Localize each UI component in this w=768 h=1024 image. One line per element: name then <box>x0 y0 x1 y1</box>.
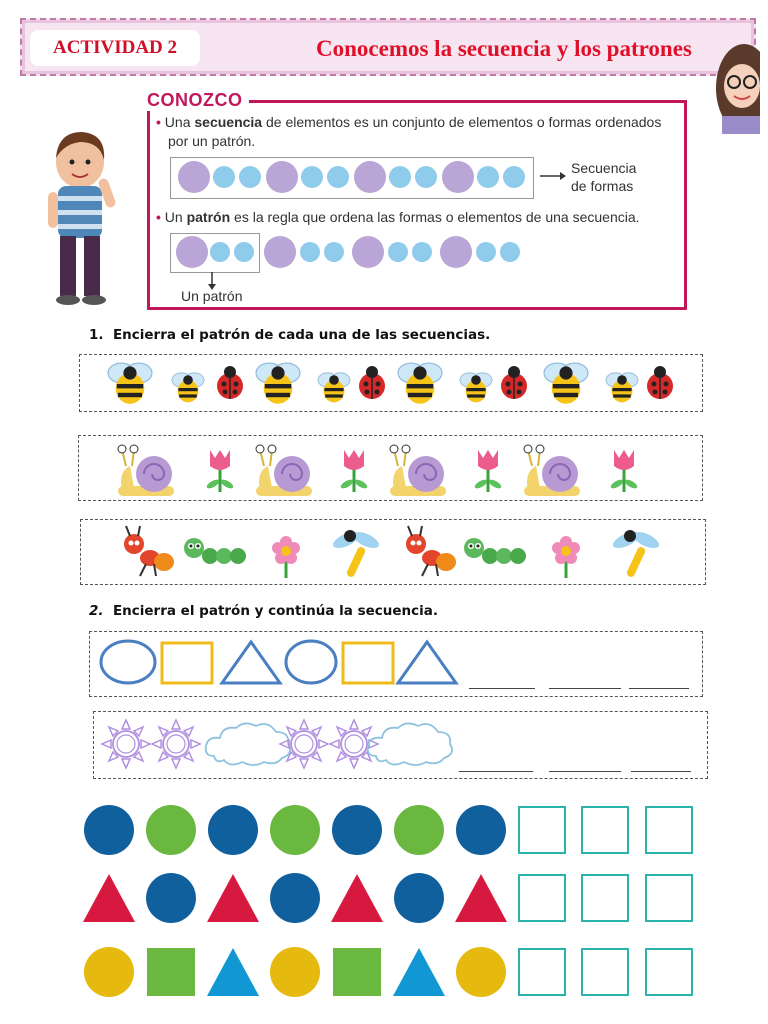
answer-square[interactable] <box>581 948 629 996</box>
red-triangle <box>83 874 135 922</box>
secuencia-label-1: Secuencia <box>571 160 637 176</box>
blue-circle <box>332 805 382 855</box>
exercise1-row1-sequence <box>100 358 690 408</box>
ladybug-icon <box>359 366 385 399</box>
bee-icon <box>256 363 300 404</box>
blue-circle <box>84 805 134 855</box>
flower-icon <box>552 536 580 578</box>
exercise2-number: 2. <box>89 603 104 619</box>
bee-icon <box>460 373 492 403</box>
tulip-icon <box>339 450 368 492</box>
conozco-title: CONOZCO <box>147 90 249 111</box>
yellow-circle <box>84 947 134 997</box>
dragonfly-icon <box>611 529 661 579</box>
answer-square[interactable] <box>645 806 693 854</box>
green-square <box>147 948 195 996</box>
answer-blank[interactable] <box>549 771 621 772</box>
exercise2-row2-sequence <box>100 716 456 772</box>
ant-icon <box>406 526 456 576</box>
blue-circle <box>270 873 320 923</box>
square-shape <box>162 643 212 683</box>
exercise2-row1-sequence <box>98 638 468 690</box>
circle-shape <box>286 641 336 683</box>
ant-icon <box>124 526 174 576</box>
bee-icon <box>318 373 350 403</box>
secuencia-term: secuencia <box>194 114 263 130</box>
teacher-avatar <box>714 42 760 134</box>
caterpillar-icon <box>464 538 526 564</box>
patron-term: patrón <box>186 209 231 225</box>
ladybug-icon <box>501 366 527 399</box>
answer-blank[interactable] <box>459 771 533 772</box>
triangle-shape <box>398 642 456 683</box>
red-triangle <box>331 874 383 922</box>
exercise1-number: 1. <box>89 327 104 343</box>
cloud-icon <box>368 723 452 765</box>
green-circle <box>146 805 196 855</box>
answer-square[interactable] <box>645 948 693 996</box>
red-triangle <box>455 874 507 922</box>
pattern-sequence <box>172 233 532 273</box>
snail-icon <box>390 445 446 496</box>
tulip-icon <box>473 450 502 492</box>
tulip-icon <box>609 450 638 492</box>
answer-square[interactable] <box>518 806 566 854</box>
dragonfly-icon <box>331 529 381 579</box>
exercise1-text: Encierra el patrón de cada una de las secuencias. <box>112 327 491 343</box>
exercise2-question <box>89 603 438 619</box>
sequence-pattern-4 <box>442 161 525 193</box>
cyan-triangle <box>393 948 445 996</box>
red-triangle <box>207 874 259 922</box>
tulip-icon <box>205 450 234 492</box>
answer-blank[interactable] <box>629 688 689 689</box>
blue-circle <box>208 805 258 855</box>
answer-square[interactable] <box>581 874 629 922</box>
square-shape <box>343 643 393 683</box>
secuencia-pre: Una <box>164 114 195 130</box>
arrow-right-icon <box>540 170 566 182</box>
secuencia-definition <box>156 114 661 130</box>
bee-icon <box>398 363 442 404</box>
blue-circle <box>456 805 506 855</box>
secuencia-post: de elementos es un conjunto de elementos o formas ordenados <box>262 114 662 130</box>
sun-icon <box>330 720 378 768</box>
green-circle <box>270 805 320 855</box>
bullet: • <box>156 114 161 130</box>
green-square <box>333 948 381 996</box>
yellow-circle <box>456 947 506 997</box>
snail-icon <box>118 445 174 496</box>
sun-icon <box>102 720 150 768</box>
exercise1-question <box>89 327 490 343</box>
activity-badge: ACTIVIDAD 2 <box>30 30 200 66</box>
sequence-pattern-3 <box>354 161 437 193</box>
answer-square[interactable] <box>645 874 693 922</box>
bee-icon <box>544 363 588 404</box>
exercise2-text: Encierra el patrón y continúa la secuencia. <box>112 603 439 619</box>
exercise1-row2-sequence <box>110 440 650 498</box>
patron-definition <box>156 209 640 225</box>
answer-square[interactable] <box>581 806 629 854</box>
answer-blank[interactable] <box>631 771 691 772</box>
cloud-icon <box>206 723 290 765</box>
page-title: Conocemos la secuencia y los patrones <box>316 36 692 61</box>
ladybug-icon <box>647 366 673 399</box>
caterpillar-icon <box>184 538 246 564</box>
bee-icon <box>606 373 638 403</box>
conozco-box <box>147 100 687 310</box>
triangle-shape <box>222 642 280 683</box>
patron-label: Un patrón <box>181 288 243 304</box>
snail-icon <box>256 445 312 496</box>
boy-illustration <box>40 120 132 310</box>
bee-icon <box>108 363 152 404</box>
yellow-circle <box>270 947 320 997</box>
secuencia-label-2: de formas <box>571 178 634 194</box>
answer-square[interactable] <box>518 948 566 996</box>
blue-circle <box>146 873 196 923</box>
sequence-pattern-1 <box>178 161 261 193</box>
exercise1-row3-sequence <box>116 522 676 582</box>
snail-icon <box>524 445 580 496</box>
bee-icon <box>172 373 204 403</box>
patron-post: es la regla que ordena las formas o elementos de una secuencia. <box>230 209 640 225</box>
cyan-triangle <box>207 948 259 996</box>
shape-pattern-grid <box>80 800 520 1010</box>
sequence-of-shapes <box>172 158 532 198</box>
patron-pre: Un <box>164 209 187 225</box>
green-circle <box>394 805 444 855</box>
bullet: • <box>156 209 161 225</box>
sun-icon <box>152 720 200 768</box>
flower-icon <box>272 536 300 578</box>
answer-blank[interactable] <box>549 688 621 689</box>
secuencia-definition-line2: por un patrón. <box>168 133 256 149</box>
answer-blank[interactable] <box>469 688 535 689</box>
answer-square[interactable] <box>518 874 566 922</box>
sequence-pattern-2 <box>266 161 349 193</box>
circle-shape <box>101 641 155 683</box>
blue-circle <box>394 873 444 923</box>
ladybug-icon <box>217 366 243 399</box>
